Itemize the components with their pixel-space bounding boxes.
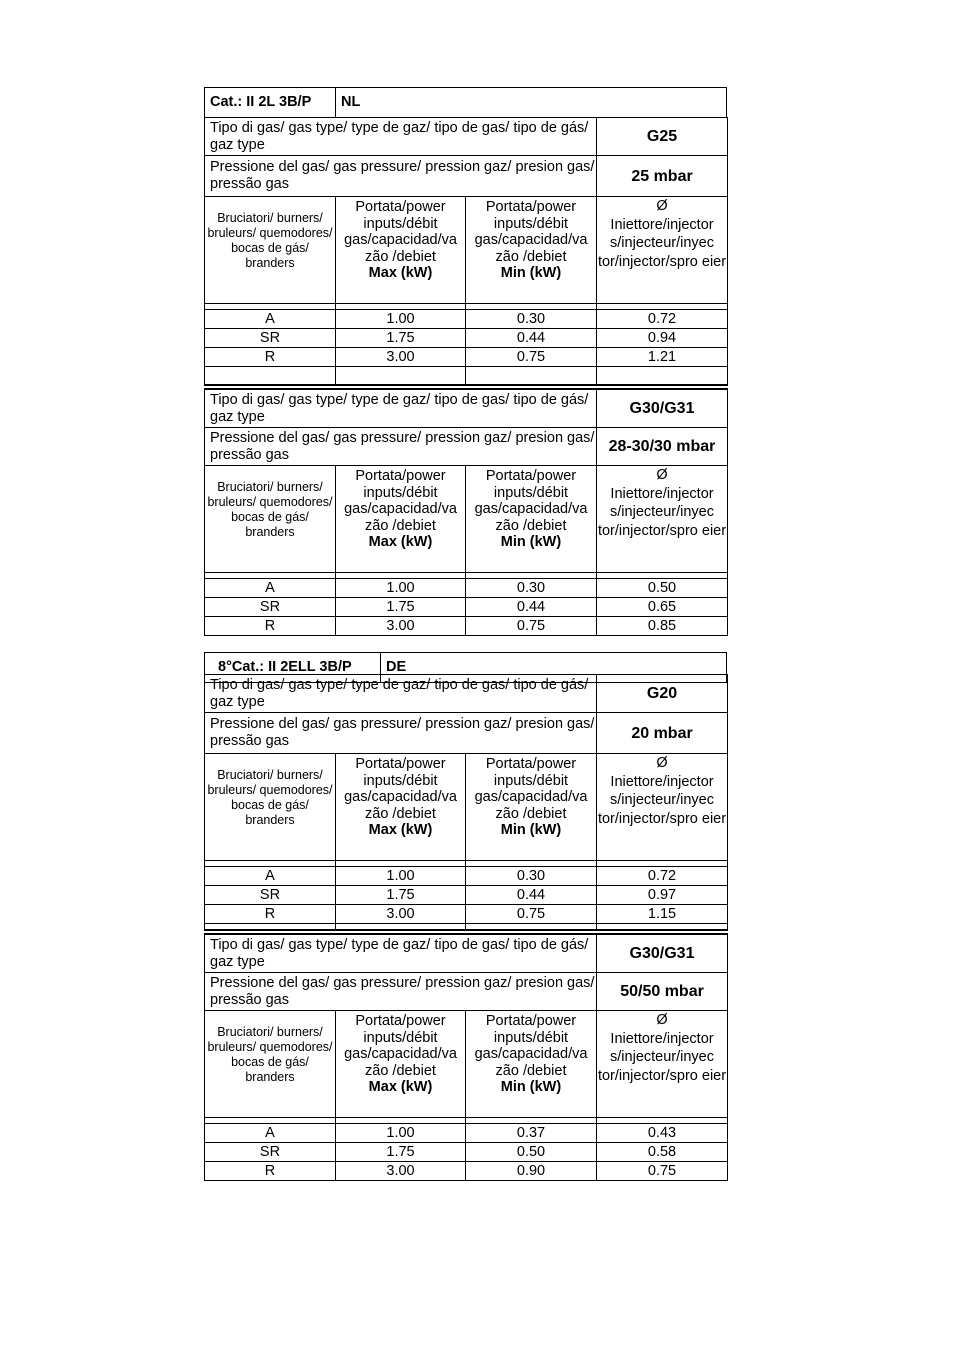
pressure-value: 20 mbar [597, 713, 728, 754]
table-cell: 0.75 [466, 348, 597, 367]
table-cell: R [205, 617, 336, 636]
table-row [205, 905, 728, 924]
col-burners: Bruciatori/ burners/ bruleurs/ quemodores/ bocas de gás/ branders [205, 754, 336, 861]
table-cell: 0.44 [466, 598, 597, 617]
table-cell: 0.94 [597, 329, 728, 348]
col-min: Portata/power inputs/débit gas/capacidad/va zão /debiet Min (kW) [466, 1011, 597, 1118]
category-label: 8°Cat.: II 2ELL 3B/P [205, 653, 381, 683]
table-cell: 1.75 [336, 598, 466, 617]
diameter-symbol: Ø [656, 1012, 668, 1028]
table-cell: 0.30 [466, 310, 597, 329]
pressure-label: Pressione del gas/ gas pressure/ pression gaz/ presion gas/ pressão gas [205, 973, 597, 1011]
table-row [205, 617, 728, 636]
table-cell [336, 924, 466, 933]
table-cell: 0.72 [597, 310, 728, 329]
table-row [205, 867, 728, 886]
pressure-label: Pressione del gas/ gas pressure/ pression gaz/ presion gas/ pressão gas [205, 156, 597, 197]
table-row [205, 1162, 728, 1181]
table-cell: A [205, 867, 336, 886]
table-cell: 0.75 [597, 1162, 728, 1181]
table-cell: 3.00 [336, 348, 466, 367]
col-injector: Ø Iniettore/injector s/injecteur/inyec tor/injector/spro eier [597, 197, 728, 304]
table-cell: SR [205, 329, 336, 348]
col-max: Portata/power inputs/débit gas/capacidad/va zão /debiet Max (kW) [336, 197, 466, 304]
table-cell: 3.00 [336, 1162, 466, 1181]
table-cell [466, 367, 597, 388]
table-cell: 1.00 [336, 310, 466, 329]
pressure-value: 25 mbar [597, 156, 728, 197]
pressure-label: Pressione del gas/ gas pressure/ pression gaz/ presion gas/ pressão gas [205, 428, 597, 466]
diameter-symbol: Ø [656, 755, 668, 771]
col-max: Portata/power inputs/débit gas/capacidad/va zão /debiet Max (kW) [336, 1011, 466, 1118]
table-cell: 1.75 [336, 329, 466, 348]
table-row [205, 1124, 728, 1143]
table-cell: SR [205, 886, 336, 905]
col-burners: Bruciatori/ burners/ bruleurs/ quemodores/ bocas de gás/ branders [205, 1011, 336, 1118]
table-cell [205, 924, 336, 933]
table-cell: 3.00 [336, 905, 466, 924]
table-row [205, 579, 728, 598]
table-cell: 1.75 [336, 886, 466, 905]
section-nl [204, 87, 727, 636]
gas-type-value: G30/G31 [597, 387, 728, 428]
col-max: Portata/power inputs/débit gas/capacidad/va zão /debiet Max (kW) [336, 466, 466, 573]
table-cell: A [205, 579, 336, 598]
col-injector: Ø Iniettore/injector s/injecteur/inyec tor/injector/spro eier [597, 466, 728, 573]
pressure-value: 28-30/30 mbar [597, 428, 728, 466]
table-cell: R [205, 348, 336, 367]
gas-type-value: G25 [597, 118, 728, 156]
table-cell: 0.90 [466, 1162, 597, 1181]
table-row [205, 886, 728, 905]
section-de [204, 652, 727, 1181]
col-injector: Ø Iniettore/injector s/injecteur/inyec tor/injector/spro eier [597, 1011, 728, 1118]
table-cell: 0.97 [597, 886, 728, 905]
table-cell: 1.21 [597, 348, 728, 367]
table-cell: A [205, 1124, 336, 1143]
table-cell: 0.44 [466, 329, 597, 348]
category-header [204, 87, 727, 118]
pressure-label: Pressione del gas/ gas pressure/ pression gaz/ presion gas/ pressão gas [205, 713, 597, 754]
table-cell [597, 924, 728, 933]
table-cell: 0.50 [466, 1143, 597, 1162]
table-cell: 0.44 [466, 886, 597, 905]
gas-type-label: Tipo di gas/ gas type/ type de gaz/ tipo de gas/ tipo de gás/ gaz type [205, 387, 597, 428]
table-cell [466, 924, 597, 933]
table-row [205, 1143, 728, 1162]
col-min: Portata/power inputs/débit gas/capacidad/va zão /debiet Min (kW) [466, 754, 597, 861]
table-cell: 0.75 [466, 617, 597, 636]
table-cell: 0.43 [597, 1124, 728, 1143]
table-cell: 0.50 [597, 579, 728, 598]
table-cell: 0.58 [597, 1143, 728, 1162]
table-cell: 0.30 [466, 867, 597, 886]
gas-type-value: G30/G31 [597, 932, 728, 973]
diameter-symbol: Ø [656, 198, 668, 214]
col-burners: Bruciatori/ burners/ bruleurs/ quemodores/ bocas de gás/ branders [205, 466, 336, 573]
table-cell [336, 367, 466, 388]
col-max: Portata/power inputs/débit gas/capacidad/va zão /debiet Max (kW) [336, 754, 466, 861]
table-cell: 1.00 [336, 579, 466, 598]
table-cell [205, 367, 336, 388]
table-row [205, 329, 728, 348]
gas-table [204, 117, 728, 636]
table-cell: R [205, 1162, 336, 1181]
pressure-value: 50/50 mbar [597, 973, 728, 1011]
diameter-symbol: Ø [656, 467, 668, 483]
table-row [205, 348, 728, 367]
table-cell: 3.00 [336, 617, 466, 636]
gas-type-value: G20 [597, 675, 728, 713]
col-injector: Ø Iniettore/injector s/injecteur/inyec tor/injector/spro eier [597, 754, 728, 861]
table-cell: 0.72 [597, 867, 728, 886]
table-cell: 1.00 [336, 1124, 466, 1143]
table-cell: SR [205, 1143, 336, 1162]
table-cell: R [205, 905, 336, 924]
table-cell: A [205, 310, 336, 329]
table-cell: 0.75 [466, 905, 597, 924]
table-cell: SR [205, 598, 336, 617]
table-cell [597, 367, 728, 388]
col-burners: Bruciatori/ burners/ bruleurs/ quemodores/ bocas de gás/ branders [205, 197, 336, 304]
table-cell: 0.30 [466, 579, 597, 598]
table-cell: 0.85 [597, 617, 728, 636]
country-code: DE [381, 653, 727, 683]
gas-table [204, 674, 728, 1181]
col-min: Portata/power inputs/débit gas/capacidad/va zão /debiet Min (kW) [466, 197, 597, 304]
col-min: Portata/power inputs/débit gas/capacidad/va zão /debiet Min (kW) [466, 466, 597, 573]
gas-type-label: Tipo di gas/ gas type/ type de gaz/ tipo de gas/ tipo de gás/ gaz type [205, 118, 597, 156]
table-cell: 0.65 [597, 598, 728, 617]
table-cell: 0.37 [466, 1124, 597, 1143]
country-code: NL [336, 88, 727, 118]
category-label: Cat.: II 2L 3B/P [205, 88, 336, 118]
table-row [205, 310, 728, 329]
gas-type-label: Tipo di gas/ gas type/ type de gaz/ tipo de gas/ tipo de gás/ gaz type [205, 675, 597, 713]
table-cell: 1.75 [336, 1143, 466, 1162]
table-cell: 1.00 [336, 867, 466, 886]
table-row [205, 598, 728, 617]
gas-type-label: Tipo di gas/ gas type/ type de gaz/ tipo de gas/ tipo de gás/ gaz type [205, 932, 597, 973]
table-cell: 1.15 [597, 905, 728, 924]
